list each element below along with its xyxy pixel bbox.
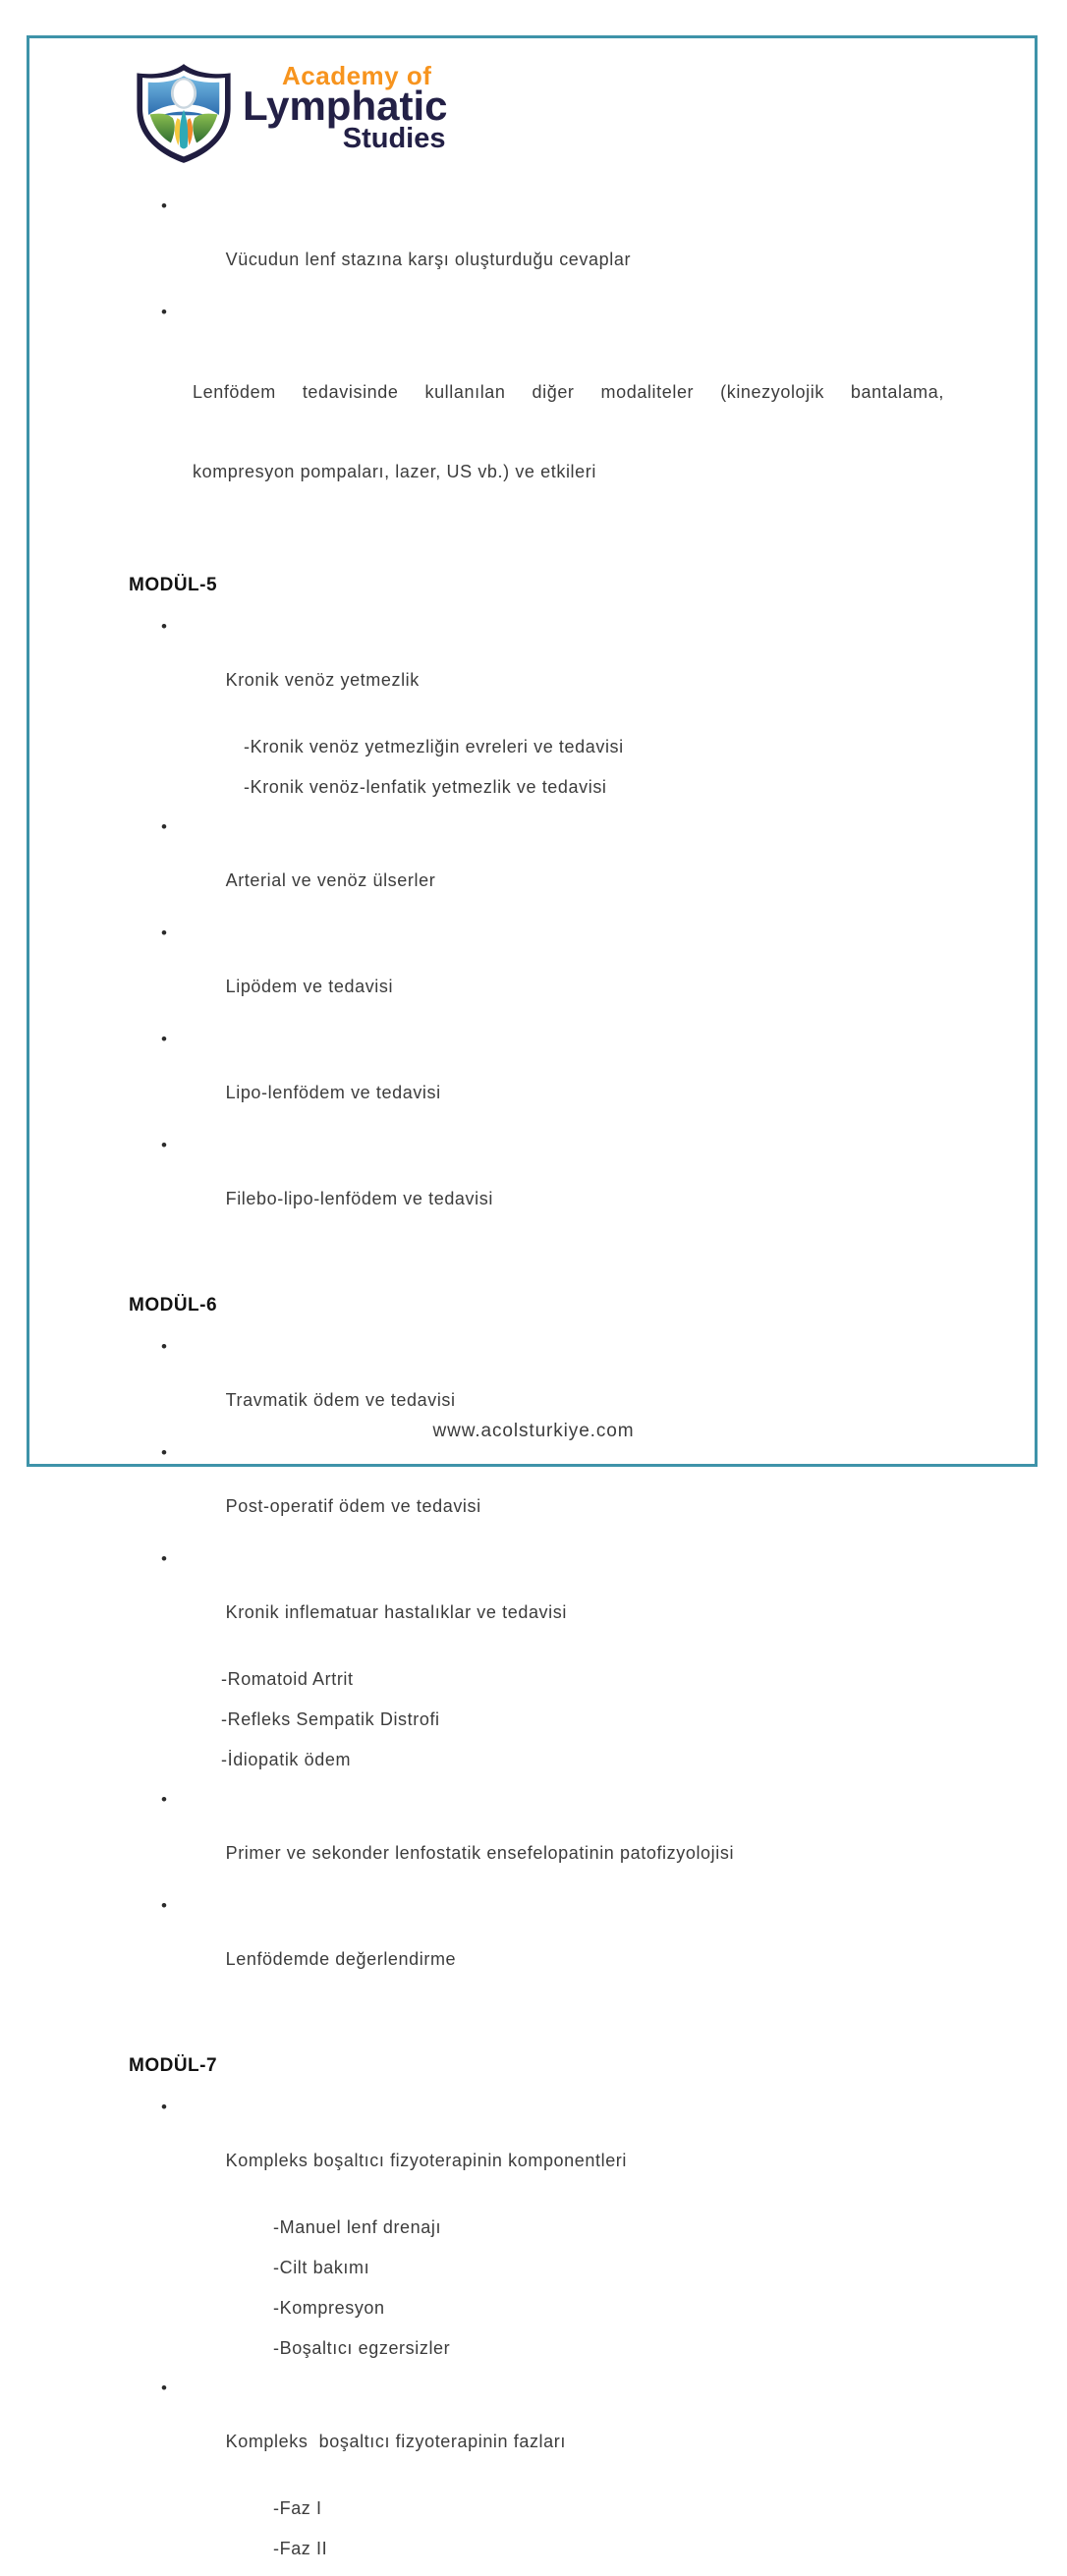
bullet-item: [129, 300, 944, 538]
bullet-text: Primer ve sekonder lenfostatik ensefelopatinin patofizyolojisi: [225, 1843, 735, 1863]
bullet-text: Vücudun lenf stazına karşı oluşturduğu cevaplar: [225, 250, 632, 269]
sub-item: -Boşaltıcı egzersizler: [273, 2338, 451, 2358]
sub-item: -İdiopatik ödem: [221, 1750, 352, 1769]
bullet-text: Travmatik ödem ve tedavisi: [225, 1390, 456, 1410]
als-shield-icon: [129, 61, 239, 166]
module-6-title: MODÜL-6: [129, 1295, 218, 1316]
bullet-text-line: Lenfödem tedavisinde kullanılan diğer modaliteler (kinezyolojik bantalama,: [193, 382, 944, 402]
sub-item: -Romatoid Artrit: [221, 1669, 354, 1689]
logo-lymphatic-text: Lymphatic: [243, 83, 448, 129]
logo-studies-text: Studies: [342, 123, 446, 154]
bullet-text: Arterial ve venöz ülserler: [225, 870, 436, 890]
sub-item: -Kronik venöz yetmezliğin evreleri ve tedavisi: [244, 737, 624, 756]
bullet-marker: •: [161, 924, 168, 942]
bullet-marker: •: [161, 617, 168, 636]
bullet-marker: •: [161, 2379, 168, 2397]
module-7-title: MODÜL-7: [129, 2055, 218, 2076]
bullet-marker: •: [161, 817, 168, 836]
sub-item: -Kompresyon: [273, 2298, 385, 2318]
logo-academy-of-text: Academy of: [282, 61, 432, 90]
bullet-item: [129, 194, 944, 300]
bullet-marker: •: [161, 196, 168, 215]
bullet-marker: •: [161, 1030, 168, 1048]
bullet-item: [129, 1893, 944, 1999]
sub-item: -Manuel lenf drenajı: [273, 2217, 442, 2237]
als-logo: [129, 61, 944, 166]
bullet-marker: •: [161, 1136, 168, 1154]
bullet-item: [129, 921, 944, 1027]
sub-item: -Refleks Sempatik Distrofi: [221, 1709, 440, 1729]
bullet-marker: •: [161, 303, 168, 321]
bullet-text: Lenfödemde değerlendirme: [225, 1949, 457, 1969]
bullet-text: Kronik inflematuar hastalıklar ve tedavisi: [225, 1602, 567, 1622]
module-5-title: MODÜL-5: [129, 575, 218, 595]
sub-item: -Kronik venöz-lenfatik yetmezlik ve tedavisi: [244, 777, 607, 797]
als-logo-wordmark: [243, 63, 447, 153]
bullet-item: [129, 2095, 944, 2201]
bullet-marker: •: [161, 1896, 168, 1915]
bullet-text: Post-operatif ödem ve tedavisi: [225, 1496, 481, 1516]
bullet-item: [129, 1546, 944, 1652]
page-content: [129, 61, 944, 2576]
bullet-item: [129, 614, 944, 720]
bullet-item: [129, 1133, 944, 1239]
sub-item: -Faz II: [273, 2539, 328, 2558]
bullet-marker: •: [161, 1443, 168, 1462]
bullet-text: Kompleks boşaltıcı fizyoterapinin fazları: [225, 2432, 566, 2451]
bullet-item: [129, 1440, 944, 1546]
sub-item: -Faz I: [273, 2498, 322, 2518]
bullet-text: Lipo-lenfödem ve tedavisi: [225, 1083, 441, 1102]
bullet-marker: •: [161, 1790, 168, 1809]
bullet-text-line: kompresyon pompaları, lazer, US vb.) ve etkileri: [193, 462, 596, 481]
bullet-marker: •: [161, 1549, 168, 1568]
footer-website-url: www.acolsturkiye.com: [432, 1421, 635, 1441]
bullet-text: Kompleks boşaltıcı fizyoterapinin komponentleri: [225, 2151, 627, 2170]
bullet-item: [129, 2376, 944, 2482]
bullet-text: Filebo-lipo-lenfödem ve tedavisi: [225, 1189, 493, 1208]
bullet-item: [129, 1787, 944, 1893]
bullet-item: [129, 1027, 944, 1133]
bullet-text: Kronik venöz yetmezlik: [225, 670, 420, 690]
sub-item: -Cilt bakımı: [273, 2258, 370, 2277]
bullet-marker: •: [161, 1337, 168, 1356]
bullet-text: Lipödem ve tedavisi: [225, 977, 394, 996]
bullet-item: [129, 814, 944, 921]
bullet-marker: •: [161, 2098, 168, 2116]
